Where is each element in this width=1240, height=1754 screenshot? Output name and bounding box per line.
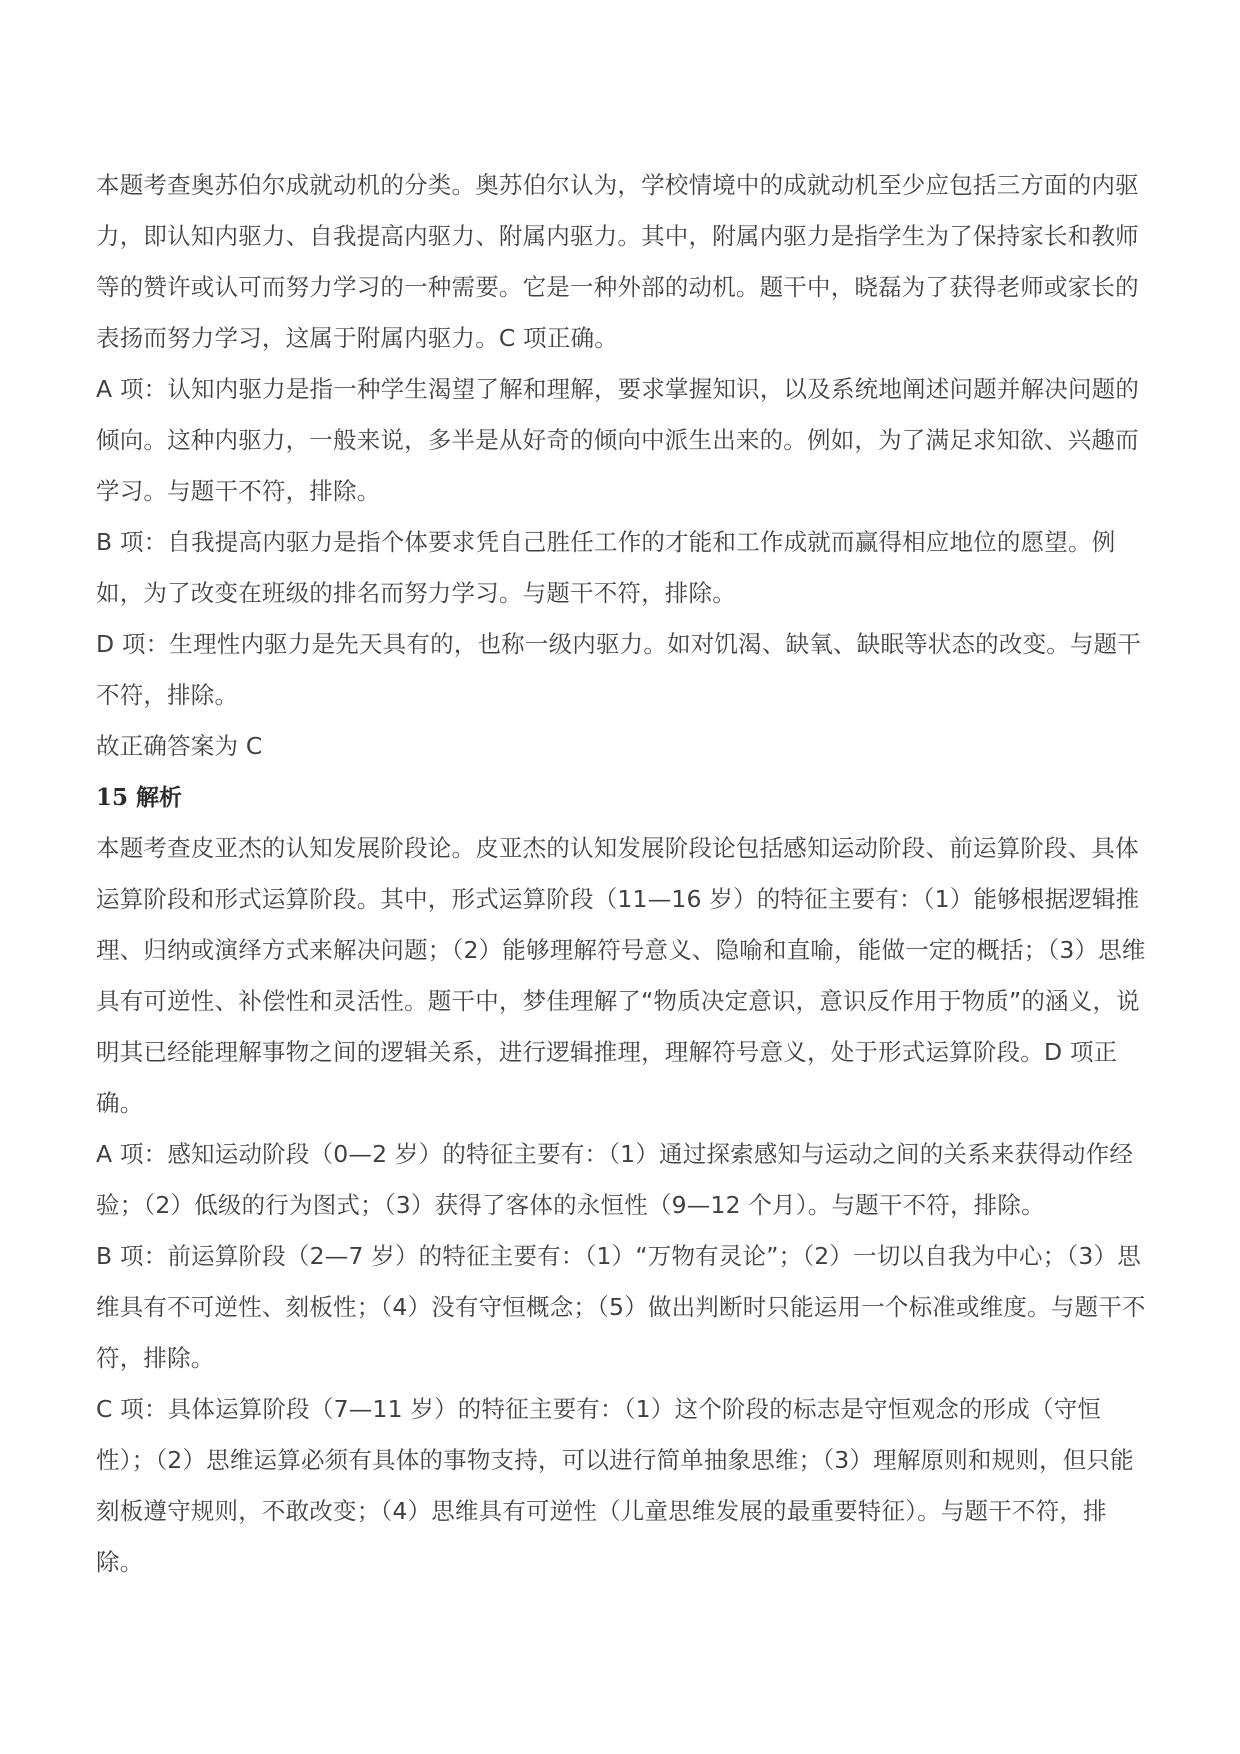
q14-answer-line: 故正确答案为 C xyxy=(96,732,263,760)
document-page xyxy=(96,160,1150,1588)
q15-option-c-paragraph: C 项：具体运算阶段（7—11 岁）的特征主要有：（1）这个阶段的标志是守恒观念的形成（守恒性）；（2）思维运算必须有具体的事物支持，可以进行简单抽象思维；（3）理解原则和规则，但只能刻板遵守规则，不敢改变；（4）思维具有可逆性（儿童思维发展的最重要特征）。与题干不符，排除。 xyxy=(96,1395,1134,1576)
q14-option-a-paragraph: A 项：认知内驱力是指一种学生渴望了解和理解，要求掌握知识，以及系统地阐述问题并解决问题的倾向。这种内驱力，一般来说，多半是从好奇的倾向中派生出来的。例如，为了满足求知欲、兴趣而学习。与题干不符，排除。 xyxy=(96,375,1140,505)
q14-option-d-paragraph: D 项：生理性内驱力是先天具有的，也称一级内驱力。如对饥渴、缺氧、缺眠等状态的改变。与题干不符，排除。 xyxy=(96,630,1142,709)
q15-intro-paragraph: 本题考查皮亚杰的认知发展阶段论。皮亚杰的认知发展阶段论包括感知运动阶段、前运算阶段、具体运算阶段和形式运算阶段。其中，形式运算阶段（11—16 岁）的特征主要有：（1）能够根据逻辑推理、归纳或演绎方式来解决问题；（2）能够理解符号意义、隐喻和直喻，能做一定的概括；（3）思维具有可逆性、补偿性和灵活性。题干中，梦佳理解了“物质决定意识，意识反作用于物质”的涵义，说明其已经能理解事物之间的逻辑关系，进行逻辑推理，理解符号意义，处于形式运算阶段。D 项正确。 xyxy=(96,834,1146,1117)
question-14-explanation xyxy=(96,160,1150,772)
q14-option-b-paragraph: B 项：自我提高内驱力是指个体要求凭自己胜任工作的才能和工作成就而赢得相应地位的愿望。例如，为了改变在班级的排名而努力学习。与题干不符，排除。 xyxy=(96,528,1116,607)
q15-option-b-paragraph: B 项：前运算阶段（2—7 岁）的特征主要有：（1）“万物有灵论”；（2）一切以自我为中心；（3）思维具有不可逆性、刻板性；（4）没有守恒概念；（5）做出判断时只能运用一个标准或维度。与题干不符，排除。 xyxy=(96,1242,1146,1372)
q15-heading: 15 解析 xyxy=(96,784,183,811)
q14-intro-paragraph: 本题考查奥苏伯尔成就动机的分类。奥苏伯尔认为，学校情境中的成就动机至少应包括三方面的内驱力，即认知内驱力、自我提高内驱力、附属内驱力。其中，附属内驱力是指学生为了保持家长和教师等的赞许或认可而努力学习的一种需要。它是一种外部的动机。题干中，晓磊为了获得老师或家长的表扬而努力学习，这属于附属内驱力。C 项正确。 xyxy=(96,171,1139,352)
question-15-explanation xyxy=(96,772,1150,1588)
q15-option-a-paragraph: A 项：感知运动阶段（0—2 岁）的特征主要有：（1）通过探索感知与运动之间的关系来获得动作经验；（2）低级的行为图式；（3）获得了客体的永恒性（9—12 个月）。与题干不符，排除。 xyxy=(96,1140,1134,1219)
